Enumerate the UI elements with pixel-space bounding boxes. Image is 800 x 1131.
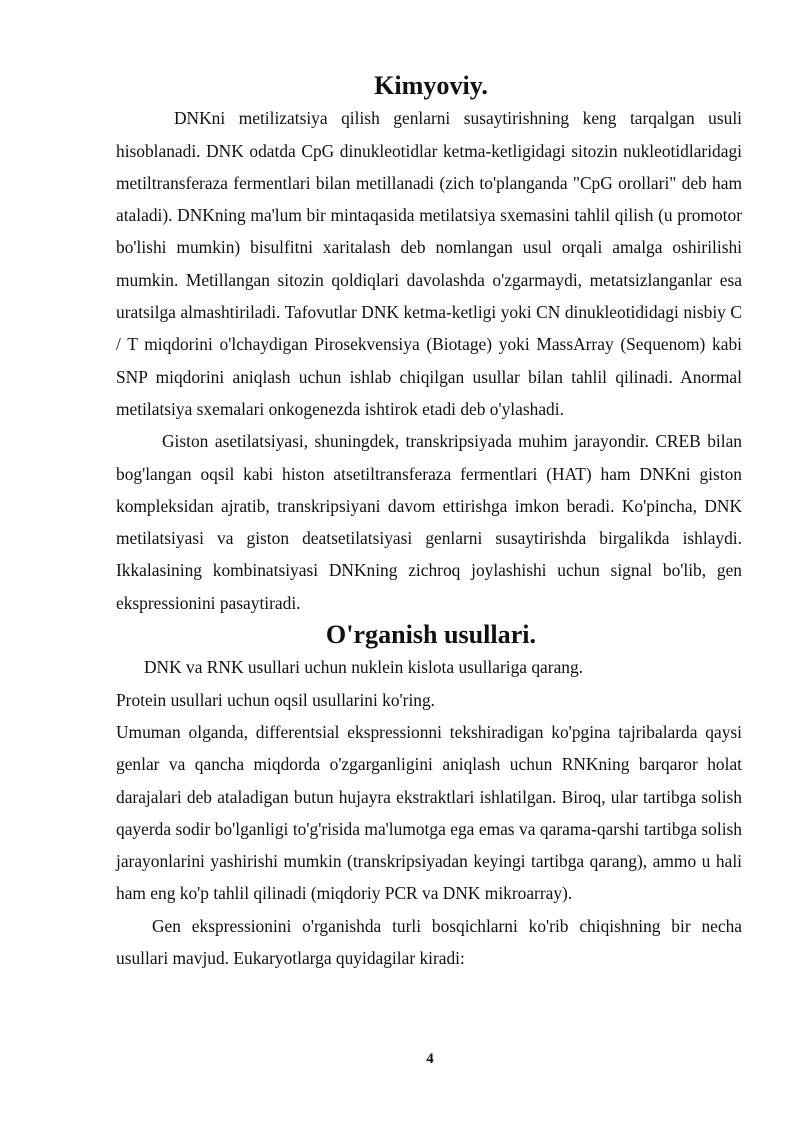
paragraph-study-stages: Gen ekspressionini o'rganishda turli bosqichlarni ko'rib chiqishning bir necha usullari mavjud. Eukaryotlarga quyidagilar kiradi: <box>116 915 742 969</box>
paragraph-protein-methods: Protein usullari uchun oqsil usullarini ko'ring. <box>116 689 436 710</box>
paragraph-histone-acetylation: Giston asetilatsiyasi, shuningdek, transkripsiyada muhim jarayondir. CREB bilan bog'langan oqsil kabi histon atsetiltransferaza fermentlari (HAT) ham DNKni giston kompleksidan ajratib, transkripsiyani davom ettirishga imkon beradi. Ko'pincha, DNK metilatsiyasi va giston deatsetilatsiyasi genlarni susaytirishda birgalikda ishlaydi. Ikkalasining kombinatsiyasi DNKning zichroq joylashishi uchun signal bo'lib, gen ekspressionini pasaytiradi. <box>116 431 742 613</box>
document-page <box>116 70 742 974</box>
page-number: 4 <box>426 1051 434 1067</box>
section-heading-chemical: Kimyoviy. <box>374 71 488 100</box>
paragraph-dna-methylation: DNKni metilizatsiya qilish genlarni susaytirishning keng tarqalgan usuli hisoblanadi. DNK odatda CpG dinukleotidlar ketma-ketligidagi sitozin nukleotidlaridagi metiltransferaza fermentlari bilan metillanadi (zich to'planganda "CpG orollari" deb ham ataladi). DNKning ma'lum bir mintaqasida metilatsiya sxemasini tahlil qilish (u promotor bo'lishi mumkin) bisulfitni xaritalash deb nomlangan usul orqali amalga oshirilishi mumkin. Metillangan sitozin qoldiqlari davolashda o'zgarmaydi, metatsizlanganlar esa uratsilga almashtiriladi. Tafovutlar DNK ketma-ketligi yoki CN dinukleotididagi nisbiy C / T miqdorini o'lchaydigan Pirosekvensiya (Biotage) yoki MassArray (Sequenom) kabi SNP miqdorini aniqlash uchun ishlab chiqilgan usullar bilan tahlil qilinadi. Anormal metilatsiya sxemalari onkogenezda ishtirok etadi deb o'ylashadi. <box>116 108 742 419</box>
section-heading-study-methods: O'rganish usullari. <box>325 620 537 650</box>
paragraph-differential-expression: Umuman olganda, differentsial ekspressionni tekshiradigan ko'pgina tajribalarda qaysi genlar va qancha miqdorda o'zgarganligini aniqlash uchun RNKning barqaror holat darajalari deb ataladigan butun hujayra ekstraktlari ishlatilgan. Biroq, ular tartibga solish qayerda sodir bo'lganligi to'g'risida ma'lumotga ega emas va qarama-qarshi tartibga solish jarayonlarini yashirishi mumkin (transkripsiyadan keyingi tartibga qarang), ammo u hali ham eng ko'p tahlil qilinadi (miqdoriy PCR va DNK mikroarray). <box>116 721 742 904</box>
paragraph-nucleic-acid-methods: DNK va RNK usullari uchun nuklein kislota usullariga qarang. <box>144 657 584 678</box>
